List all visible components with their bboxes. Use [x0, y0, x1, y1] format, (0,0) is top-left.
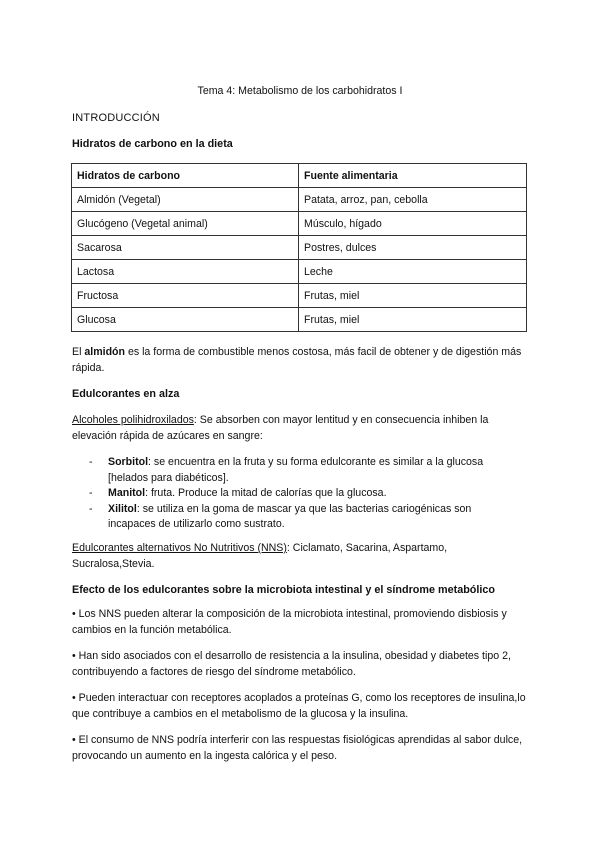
table-cell: Patata, arroz, pan, cebolla [299, 188, 527, 212]
table-header-cell: Fuente alimentaria [299, 164, 527, 188]
table-cell: Sacarosa [72, 236, 299, 260]
list-item-text: : se utiliza en la goma de mascar ya que las bacterias cariogénicas son incapaces de utilizarlo como sustrato. [108, 502, 472, 530]
bullet-dash: - [89, 487, 93, 499]
table-header-cell: Hidratos de carbono [72, 164, 299, 188]
table-row [72, 188, 527, 212]
list-item [72, 455, 512, 486]
section-heading-efecto: Efecto de los edulcorantes sobre la microbiota intestinal y el síndrome metabólico [72, 584, 495, 596]
carbohydrate-table [71, 163, 527, 332]
effect-paragraph: • El consumo de NNS podría interferir con las respuestas fisiológicas aprendidas al sabor dulce, provocando un aumento en la ingesta calórica y el peso. [72, 734, 523, 762]
table-row [72, 212, 527, 236]
sugar-alcohol-list [72, 455, 512, 533]
table-cell: Leche [299, 260, 527, 284]
list-item [72, 486, 512, 502]
table-cell: Músculo, hígado [299, 212, 527, 236]
effect-paragraph: • Han sido asociados con el desarrollo de resistencia a la insulina, obesidad y diabetes tipo 2, contribuyendo a factores de riesgo del síndrome metabólico. [72, 650, 511, 678]
alcoholes-text: : Se absorben con mayor lentitud y en consecuencia inhiben la elevación rápida de azúcares en sangre: [72, 414, 489, 442]
section-heading-hidratos: Hidratos de carbono en la dieta [72, 138, 233, 150]
alcoholes-paragraph [72, 413, 530, 444]
list-item-text: : fruta. Produce la mitad de calorías que la glucosa. [145, 487, 387, 499]
table-header-row [72, 164, 527, 188]
almidon-bold: almidón [84, 346, 125, 358]
table-cell: Fructosa [72, 284, 299, 308]
bullet-dash: - [89, 456, 93, 468]
table-cell: Glucógeno (Vegetal animal) [72, 212, 299, 236]
almidon-paragraph [72, 345, 530, 376]
list-item-text: : se encuentra en la fruta y su forma edulcorante es similar a la glucosa [helados para diabéticos]. [108, 456, 484, 484]
list-item-term: Manitol [108, 487, 146, 499]
table-cell: Glucosa [72, 308, 299, 332]
list-item-term: Xilitol [108, 502, 137, 515]
table-row [72, 236, 527, 260]
intro-heading: INTRODUCCIÓN [72, 112, 160, 124]
document-title: Tema 4: Metabolismo de los carbohidratos I [197, 85, 403, 97]
table-cell: Frutas, miel [299, 284, 527, 308]
nns-paragraph [72, 541, 512, 572]
list-item [72, 502, 512, 533]
almidon-post: es la forma de combustible menos costosa, más facil de obtener y de digestión más rápida. [72, 346, 522, 374]
table-cell: Lactosa [72, 260, 299, 284]
nns-term: Edulcorantes alternativos No Nutritivos (NNS) [72, 542, 287, 554]
section-heading-edulcorantes: Edulcorantes en alza [72, 388, 180, 400]
effect-paragraph: • Pueden interactuar con receptores acoplados a proteínas G, como los receptores de insulina,lo que contribuye a cambios en el metabolismo de la glucosa y la insulina. [72, 692, 526, 720]
table-row [72, 260, 527, 284]
list-item-term: Sorbitol [108, 456, 149, 468]
effect-paragraph: • Los NNS pueden alterar la composición de la microbiota intestinal, promoviendo disbiosis y cambios en la función metabólica. [72, 608, 507, 636]
table-row [72, 308, 527, 332]
almidon-pre: El [72, 346, 85, 358]
nns-text: : Ciclamato, Sacarina, Aspartamo, Sucralosa,Stevia. [72, 542, 448, 570]
table-cell: Almidón (Vegetal) [72, 188, 299, 212]
table-cell: Frutas, miel [299, 308, 527, 332]
table-row [72, 284, 527, 308]
table-cell: Postres, dulces [299, 236, 527, 260]
bullet-dash: - [89, 502, 93, 515]
alcoholes-term: Alcoholes polihidroxilados [72, 414, 194, 426]
